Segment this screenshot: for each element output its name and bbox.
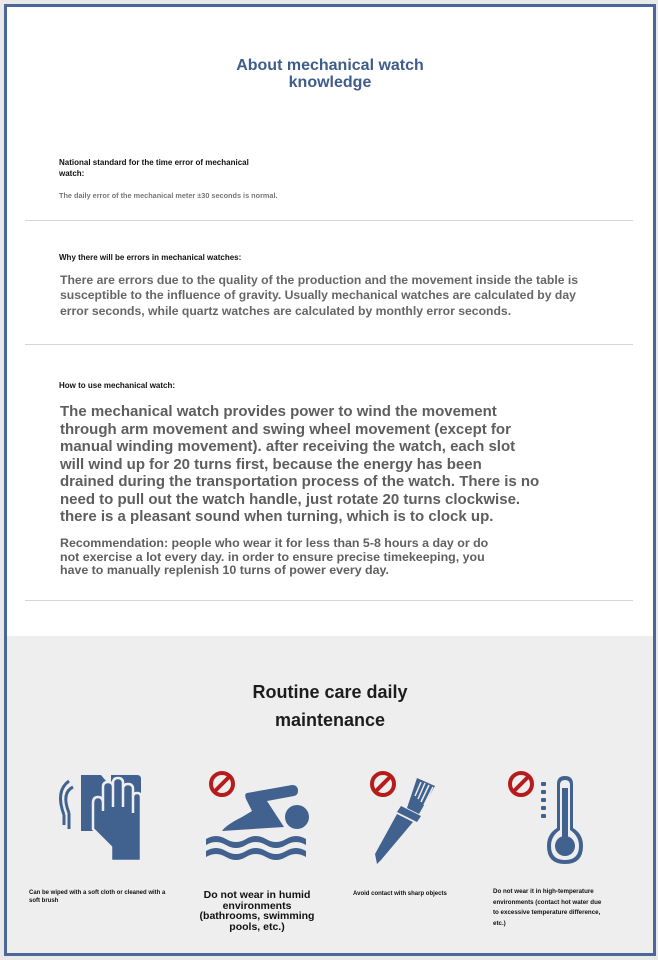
usage-text xyxy=(60,403,620,526)
page-title xyxy=(7,57,653,91)
care-caption-line: etc.) xyxy=(493,919,506,927)
recommendation-line: Recommendation: people who wear it for less than 5-8 hours a day or do xyxy=(60,536,489,550)
care-caption-line: (bathrooms, swimming xyxy=(199,910,315,922)
standard-text: The daily error of the mechanical meter ±30 seconds is normal. xyxy=(59,191,278,200)
care-section xyxy=(7,636,653,956)
page-frame xyxy=(4,4,656,956)
usage-text-line: need to pull out the watch handle, just rotate 20 turns clockwise. xyxy=(60,490,521,508)
care-title xyxy=(7,678,653,734)
usage-text-line: drained during the transportation process of the watch. There is no xyxy=(60,473,540,490)
divider xyxy=(25,344,633,345)
knife-icon xyxy=(371,774,443,866)
care-caption-line: Do not wear it in high-temperature xyxy=(493,888,594,895)
page-title-line: knowledge xyxy=(288,74,372,91)
care-caption-line: to excessive temperature difference, xyxy=(493,909,601,916)
care-caption xyxy=(353,891,447,899)
thermometer-icon xyxy=(537,776,587,866)
care-title-line: Routine care daily xyxy=(252,682,408,702)
care-title-line: maintenance xyxy=(274,710,386,730)
recommendation-line: not exercise a lot every day. in order to ensure precise timekeeping, you xyxy=(60,549,485,564)
standard-heading xyxy=(59,157,249,179)
errors-heading: Why there will be errors in mechanical watches: xyxy=(59,253,242,262)
recommendation-text xyxy=(60,537,600,578)
care-caption xyxy=(187,890,327,932)
usage-heading: How to use mechanical watch: xyxy=(59,381,176,390)
care-caption xyxy=(29,890,189,905)
usage-text-line: through arm movement and swing wheel movement (except for xyxy=(60,420,511,438)
standard-heading-line: National standard for the time error of mechanical xyxy=(59,158,249,167)
recommendation-line: have to manually replenish 10 turns of power every day. xyxy=(60,563,389,578)
standard-heading-line: watch: xyxy=(59,169,85,178)
errors-text xyxy=(60,273,600,319)
errors-text-line: error seconds, while quartz watches are calculated by monthly error seconds. xyxy=(60,303,512,318)
care-caption-line: environments xyxy=(222,899,292,912)
usage-text-line: there is a pleasant sound when turning, which is to clock up. xyxy=(60,508,494,525)
care-caption xyxy=(493,887,633,929)
errors-text-line: There are errors due to the quality of the production and the movement inside the table is xyxy=(60,273,579,287)
care-caption-line: Do not wear in humid xyxy=(203,889,311,901)
divider xyxy=(25,220,633,221)
page-title-line: About mechanical watch xyxy=(236,57,424,74)
errors-text-line: susceptible to the influence of gravity. Usually mechanical watches are calculated by day xyxy=(60,288,576,303)
usage-text-line: The mechanical watch provides power to wind the movement xyxy=(60,403,497,420)
divider xyxy=(25,600,633,601)
usage-text-line: will wind up for 20 turns first, because the energy has been xyxy=(60,455,482,473)
care-caption-line: pools, etc.) xyxy=(229,920,285,933)
care-caption-line: environments (contact hot water due xyxy=(493,898,602,906)
usage-text-line: manual winding movement). after receiving the watch, each slot xyxy=(60,438,516,455)
prohibit-icon xyxy=(507,770,535,798)
hand-wipe-icon xyxy=(53,773,153,863)
swimmer-icon xyxy=(202,781,312,861)
care-caption-line: Avoid contact with sharp objects xyxy=(353,891,447,897)
care-caption-line: Can be wiped with a soft cloth or cleaned with a xyxy=(29,890,166,896)
care-caption-line: soft brush xyxy=(29,897,59,904)
